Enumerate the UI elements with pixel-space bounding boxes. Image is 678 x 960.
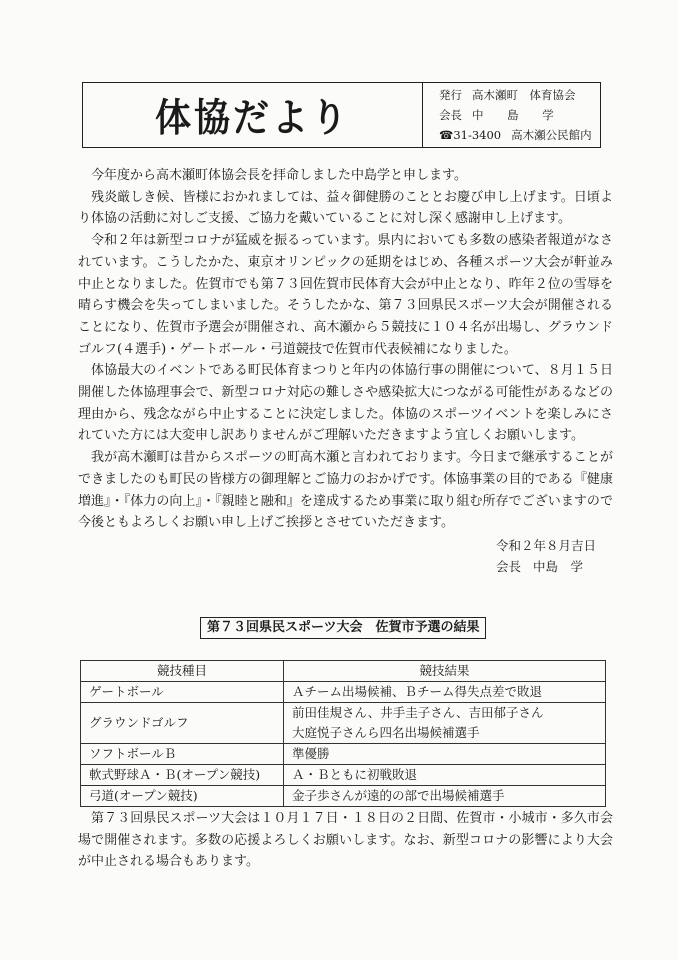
table-row [81, 744, 606, 765]
paragraph: 令和２年は新型コロナが猛威を振るっています。県内においても多数の感染者報道がなされています。こうしたかた、東京オリンピックの延期をはじめ、各種スポーツ大会が軒並み中止となりました。佐賀市でも第７３回佐賀市民体育大会が中止となり、昨年２位の雪辱を晴らす機会を失ってしまいました。そうしたかな、第７３回県民スポーツ大会が開催されることになり、佐賀市予選会が開催され、高木瀬から５競技に１０４名が出場し、グラウンドゴルフ(４選手)・ゲートボール・弓道競技で佐賀市代表候補になりました。 [78, 233, 613, 357]
publisher-name: 高木瀬町 体育協会 [472, 88, 576, 102]
column-header-event: 競技種目 [81, 661, 284, 682]
president-line [439, 105, 600, 125]
publisher-label: 発行 [439, 88, 462, 102]
result-cell [284, 703, 606, 744]
contact-line [439, 125, 600, 145]
results-title: 第７３回県民スポーツ大会 佐賀市予選の結果 [200, 617, 486, 639]
table-row [81, 765, 606, 786]
president-label: 会長 [439, 108, 462, 122]
signature-date: 令和２年８月吉日 [496, 538, 597, 553]
result-cell: Ａ・Ｂともに初戦敗退 [284, 765, 606, 786]
publisher-info [423, 83, 600, 147]
event-cell: ゲートボール [81, 682, 284, 703]
paragraph: 我が高木瀬町は昔からスポーツの町高木瀬と言われております。今日まで継承することができましたのも町民の皆様方の御理解とご協力のおかげです。体協事業の目的である『健康増進』・『体力の向上』・『親睦と融和』を達成するため事業に取り組む所存でございますので今後ともよろしくお願い申し上げご挨拶とさせていただきます。 [78, 450, 613, 531]
event-notice [78, 808, 613, 873]
result-cell: 準優勝 [284, 744, 606, 765]
paragraph: 体協最大のイベントである町民体育まつりと年内の体協行事の開催について、８月１５日開催した体協理事会で、新型コロナ対応の難しさや感染拡大につながる可能性があるなどの理由から、残念ながら中止することに決定しました。体協のスポーツイベントを楽しみにされていた方には大変申し訳ありませんがご理解いただきますよう宜しくお願いします。 [78, 363, 613, 444]
table-header-row [81, 661, 606, 682]
greeting-body [78, 165, 613, 534]
column-header-result: 競技結果 [284, 661, 606, 682]
result-line: 大庭悦子さんら四名出場候補選手 [292, 725, 480, 740]
signature-role: 会長 [496, 559, 522, 574]
signature-name-line [496, 556, 596, 577]
event-cell: ソフトボールＢ [81, 744, 284, 765]
newsletter-header [82, 82, 601, 148]
table-row [81, 703, 606, 744]
table-row [81, 682, 606, 703]
title-cell [83, 83, 423, 147]
event-cell: 弓道(オープン競技) [81, 786, 284, 807]
publisher-line [439, 85, 600, 105]
table-row [81, 786, 606, 807]
results-table [80, 660, 606, 807]
phone-number: ☎31-3400 [439, 128, 502, 142]
signature-block [496, 535, 596, 577]
office-location: 高木瀬公民館内 [511, 128, 592, 142]
result-line: 前田佳規さん、井手圭子さん、吉田郁子さん [292, 705, 544, 720]
result-cell: Ａチーム出場候補、Ｂチーム得失点差で敗退 [284, 682, 606, 703]
signature-name: 中島 学 [533, 559, 584, 574]
paragraph: 残炎厳しき候、皆様におかれましては、益々御健勝のこととお慶び申し上げます。日頃より体協の活動に対しご支援、ご協力を戴いていることに対し深く感謝申し上げます。 [78, 189, 613, 227]
event-cell: グラウンドゴルフ [81, 703, 284, 744]
paragraph: 今年度から高木瀬町体協会長を拝命しました中島学と申します。 [91, 168, 467, 183]
paragraph: 第７３回県民スポーツ大会は１０月１７日・１８日の２日間、佐賀市・小城市・多久市会場で開催されます。多数の応援よろしくお願いします。なお、新型コロナの影響により大会が中止される場合もあります。 [78, 811, 613, 870]
president-name: 中 島 学 [472, 108, 564, 122]
newsletter-title: 体協だより [154, 96, 350, 141]
result-cell: 金子歩さんが遠的の部で出場候補選手 [284, 786, 606, 807]
event-cell: 軟式野球Ａ・Ｂ(オープン競技) [81, 765, 284, 786]
